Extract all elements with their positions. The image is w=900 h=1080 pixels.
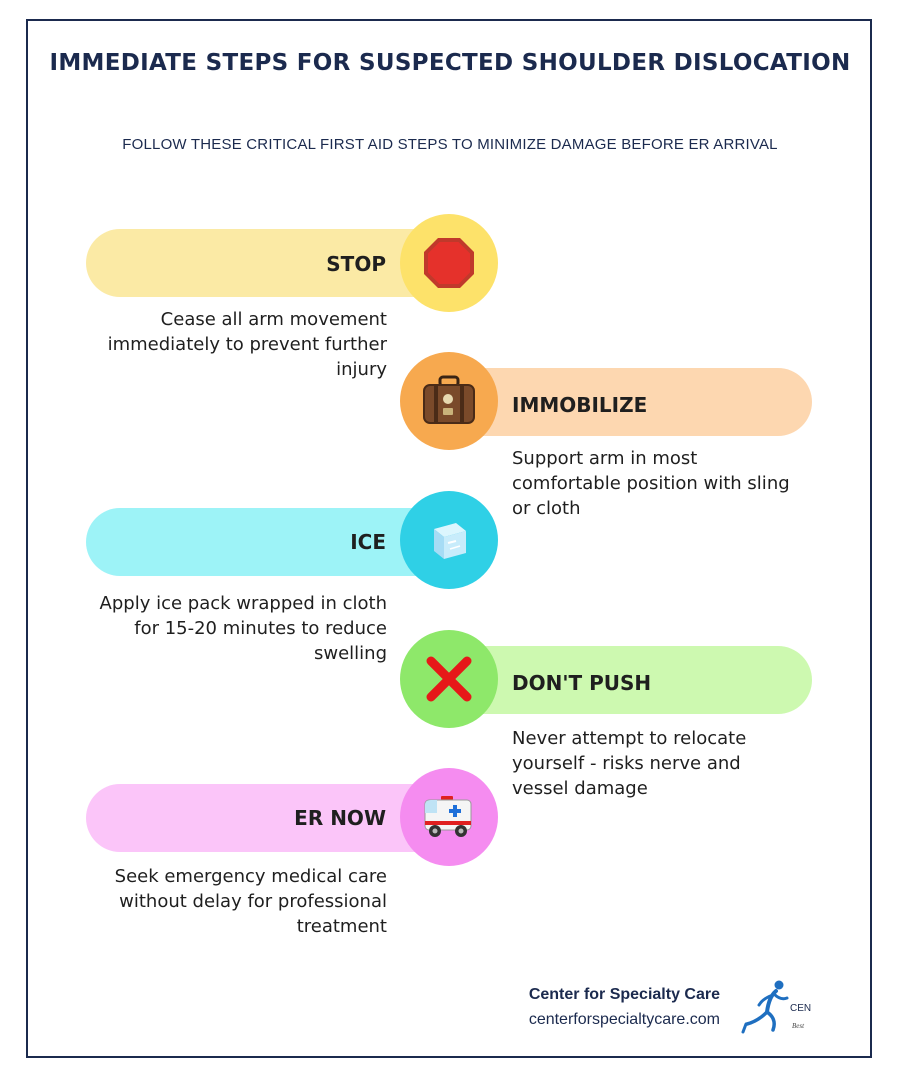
- ice-cube-icon: [426, 517, 472, 563]
- step-label: DON'T PUSH: [512, 671, 652, 695]
- logo-text: CEN: [790, 1003, 812, 1014]
- page-subtitle: FOLLOW THESE CRITICAL FIRST AID STEPS TO MINIMIZE DAMAGE BEFORE ER ARRIVAL: [122, 136, 778, 153]
- stop-sign-icon: [422, 236, 476, 290]
- suitcase-icon: [421, 375, 477, 427]
- step-description: Seek emergency medical care without delay for professional treatment: [114, 866, 387, 937]
- cross-mark-icon: [423, 653, 475, 705]
- page-title: IMMEDIATE STEPS FOR SUSPECTED SHOULDER DISLOCATION: [49, 50, 851, 76]
- step-label: ICE: [350, 530, 386, 554]
- footer-organization-name: Center for Specialty Care: [528, 986, 720, 1003]
- step-label: IMMOBILIZE: [512, 393, 648, 417]
- running-figure-logo: [740, 978, 812, 1040]
- step-description: Never attempt to relocate yourself - risks nerve and vessel damage: [512, 728, 747, 799]
- step-label: ER NOW: [294, 806, 386, 830]
- step-icon-circle: [400, 630, 498, 728]
- step-description: Apply ice pack wrapped in cloth for 15-20 minutes to reduce swelling: [99, 593, 387, 664]
- step-label: STOP: [326, 252, 386, 276]
- step-description: Cease all arm movement immediately to prevent further injury: [107, 309, 387, 380]
- logo-tagline: Best: [792, 1022, 805, 1030]
- step-icon-circle: [400, 491, 498, 589]
- step-icon-circle: [400, 352, 498, 450]
- step-icon-circle: [400, 214, 498, 312]
- step-icon-circle: [400, 768, 498, 866]
- step-description: Support arm in most comfortable position with sling or cloth: [512, 448, 790, 519]
- footer-website-link[interactable]: centerforspecialtycare.com: [528, 1011, 720, 1028]
- ambulance-icon: [421, 793, 477, 841]
